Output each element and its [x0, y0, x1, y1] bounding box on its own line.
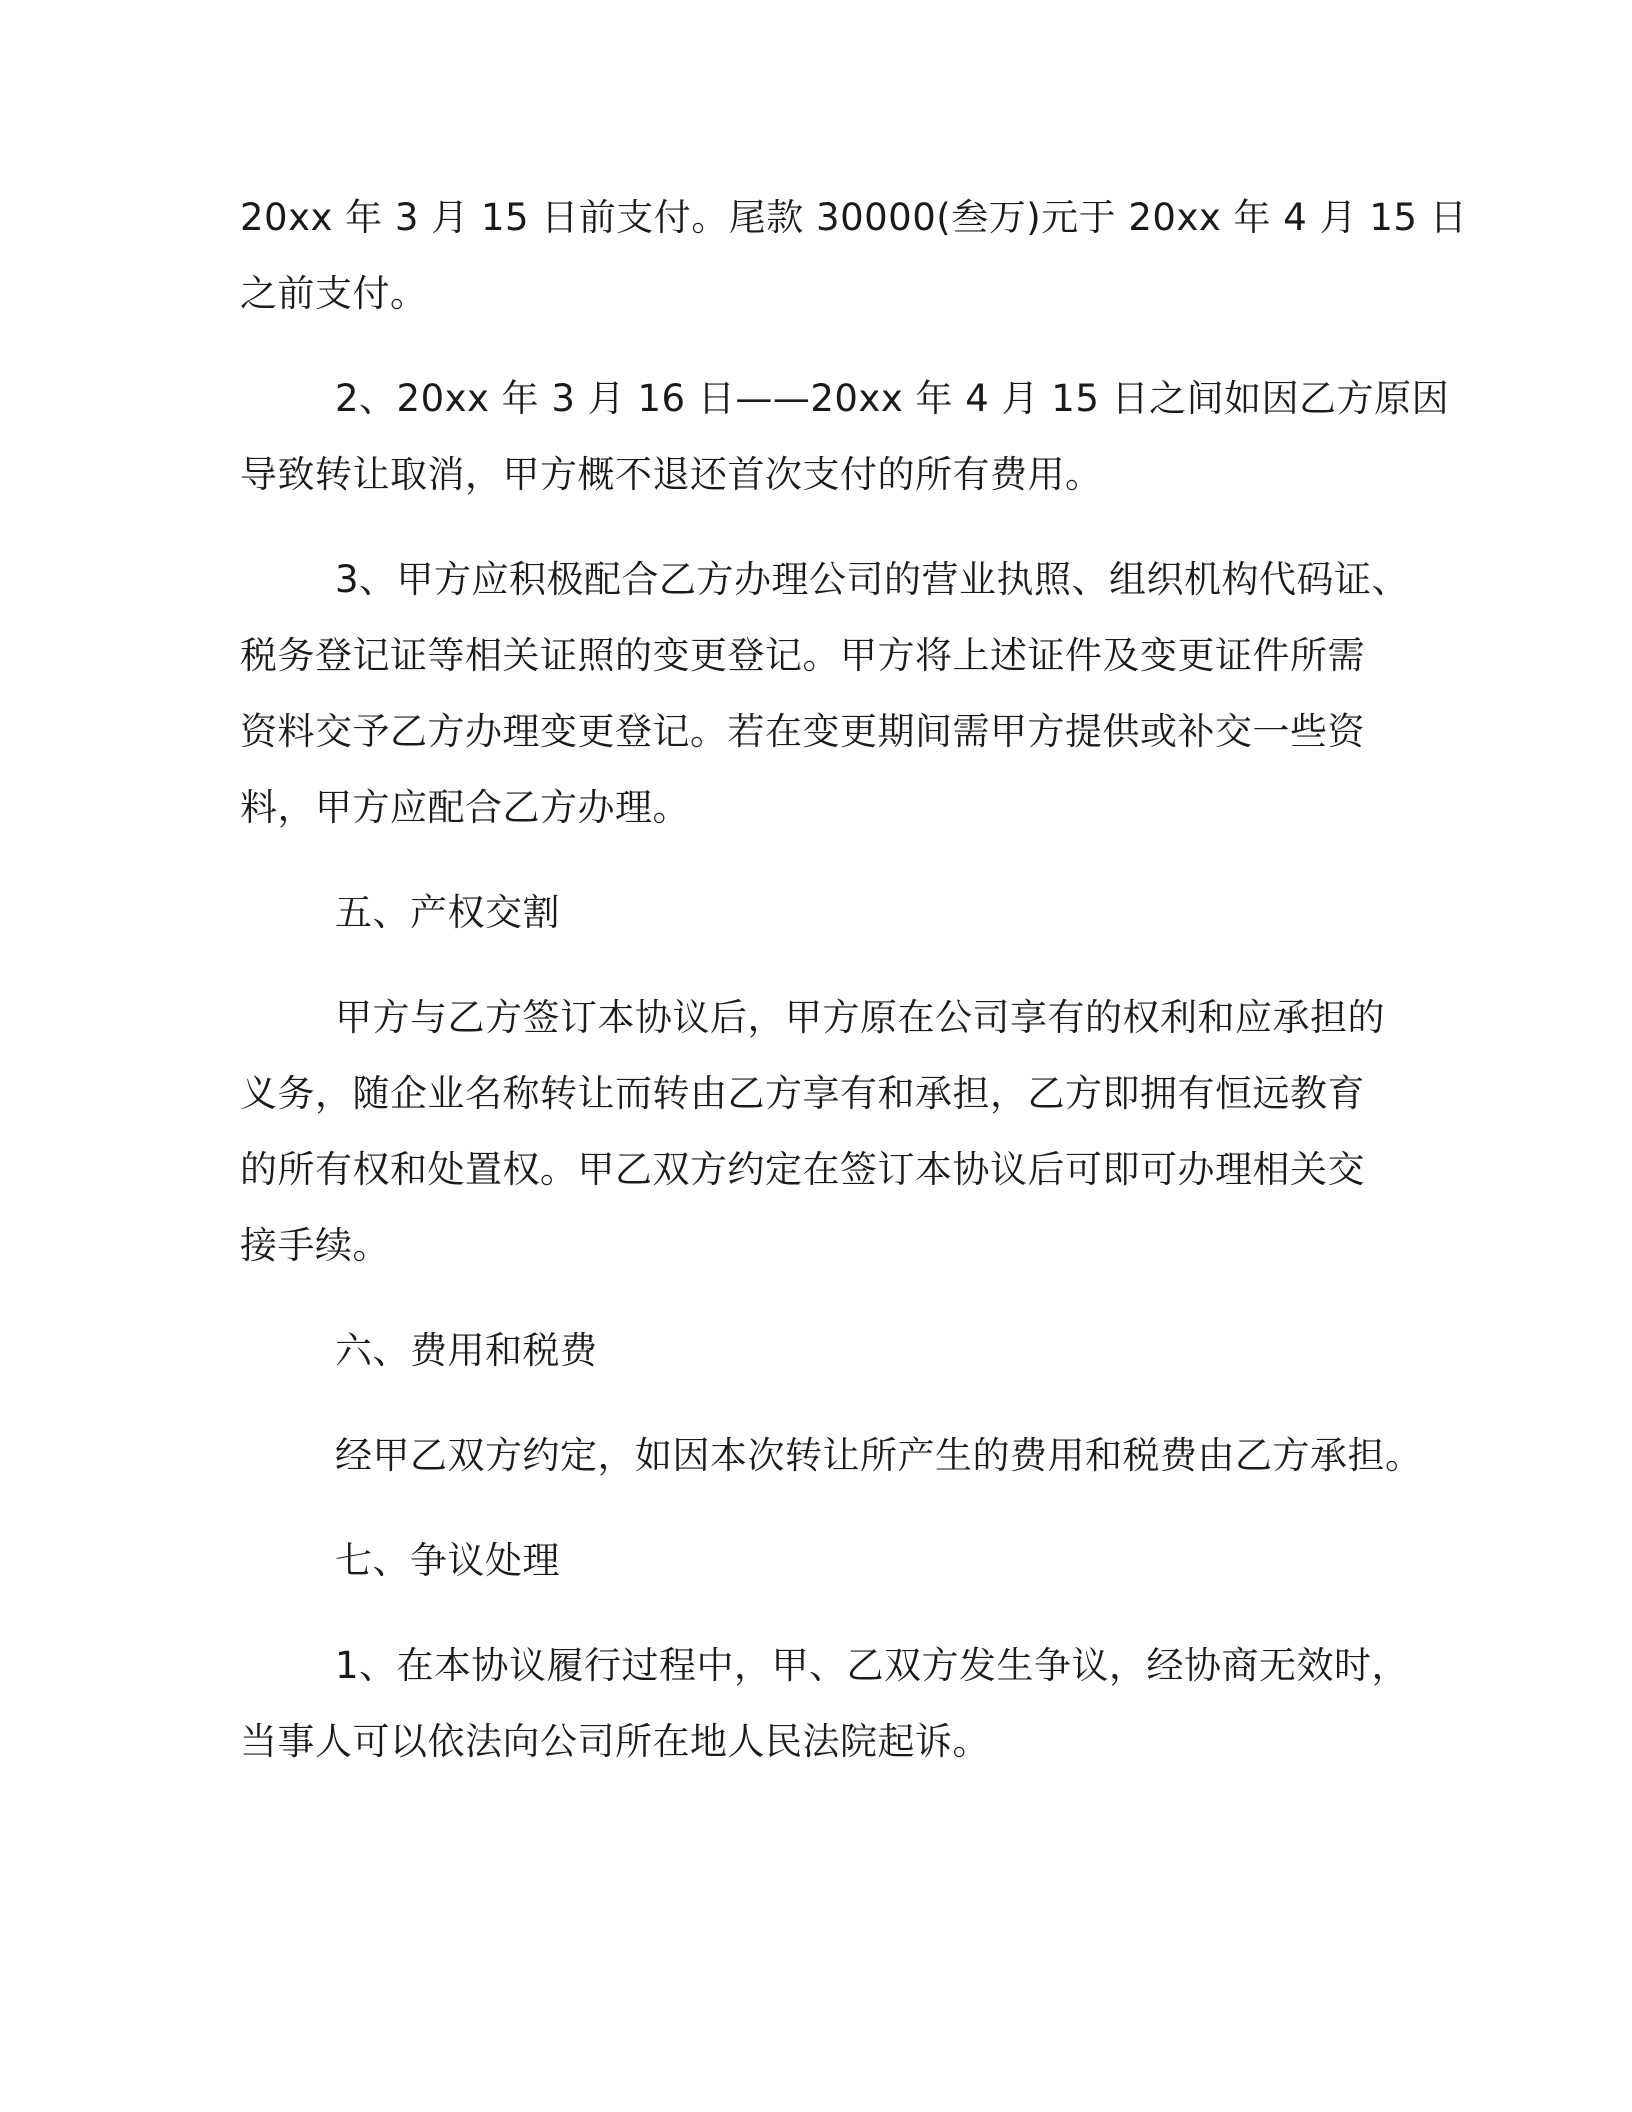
- text-line-15: 经甲乙双方约定，如因本次转让所产生的费用和税费由乙方承担。: [335, 1434, 1423, 1477]
- text-line-5: 3、甲方应积极配合乙方办理公司的营业执照、组织机构代码证、: [335, 558, 1410, 601]
- text-line-8: 料，甲方应配合乙方办理。: [240, 786, 690, 829]
- text-line-10: 甲方与乙方签订本协议后，甲方原在公司享有的权利和应承担的: [335, 996, 1385, 1039]
- text-line-18: 当事人可以依法向公司所在地人民法院起诉。: [240, 1720, 990, 1763]
- text-line-12: 的所有权和处置权。甲乙双方约定在签订本协议后可即可办理相关交: [240, 1148, 1365, 1191]
- text-line-11: 义务，随企业名称转让而转由乙方享有和承担，乙方即拥有恒远教育: [240, 1072, 1365, 1115]
- section-heading-5: 五、产权交割: [335, 891, 560, 934]
- text-line-6: 税务登记证等相关证照的变更登记。甲方将上述证件及变更证件所需: [240, 634, 1365, 677]
- section-heading-7: 七、争议处理: [335, 1539, 560, 1582]
- text-line-17: 1、在本协议履行过程中，甲、乙双方发生争议，经协商无效时，: [335, 1644, 1410, 1687]
- text-line-13: 接手续。: [240, 1224, 390, 1267]
- text-line-2: 之前支付。: [240, 272, 428, 315]
- text-line-3: 2、20xx 年 3 月 16 日——20xx 年 4 月 15 日之间如因乙方原因: [335, 377, 1450, 420]
- section-heading-6: 六、费用和税费: [335, 1329, 598, 1372]
- text-line-1: 20xx 年 3 月 15 日前支付。尾款 30000(叁万)元于 20xx 年 4 月 15 日: [240, 196, 1468, 239]
- text-line-4: 导致转让取消，甲方概不退还首次支付的所有费用。: [240, 453, 1103, 496]
- text-line-7: 资料交予乙方办理变更登记。若在变更期间需甲方提供或补交一些资: [240, 710, 1365, 753]
